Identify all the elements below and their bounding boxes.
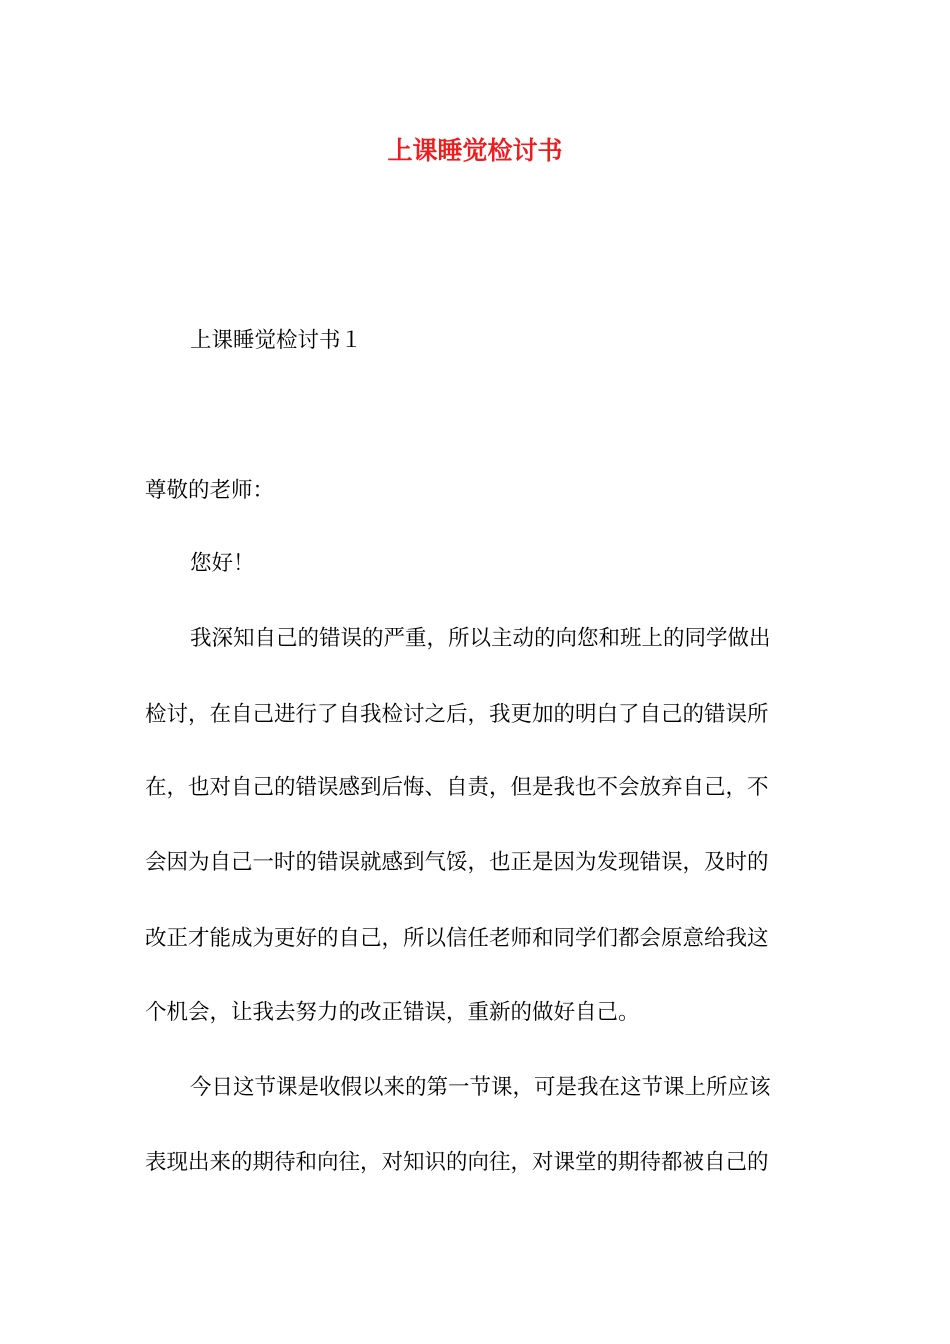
- paragraph-2-line-2: 表现出来的期待和向往，对知识的向往，对课堂的期待都被自己的: [145, 1150, 769, 1175]
- salutation: 尊敬的老师：: [145, 478, 275, 503]
- paragraph-1-line-6: 个机会，让我去努力的改正错误，重新的做好自己。: [145, 1000, 640, 1025]
- paragraph-1-line-4: 会因为自己一时的错误就感到气馁，也正是因为发现错误，及时的: [145, 850, 769, 875]
- section-heading: 上课睡觉检讨书１: [190, 328, 363, 353]
- paragraph-1-line-3: 在，也对自己的错误感到后悔、自责，但是我也不会放弃自己，不: [145, 775, 769, 800]
- paragraph-1-line-2: 检讨，在自己进行了自我检讨之后，我更加的明白了自己的错误所: [145, 702, 769, 727]
- paragraph-1-line-5: 改正才能成为更好的自己，所以信任老师和同学们都会原意给我这: [145, 926, 769, 951]
- paragraph-2-line-1: 今日这节课是收假以来的第一节课，可是我在这节课上所应该: [190, 1075, 771, 1100]
- paragraph-1-line-1: 我深知自己的错误的严重，所以主动的向您和班上的同学做出: [190, 626, 771, 651]
- greeting: 您好！: [190, 551, 255, 576]
- document-title: 上课睡觉检讨书: [387, 136, 563, 165]
